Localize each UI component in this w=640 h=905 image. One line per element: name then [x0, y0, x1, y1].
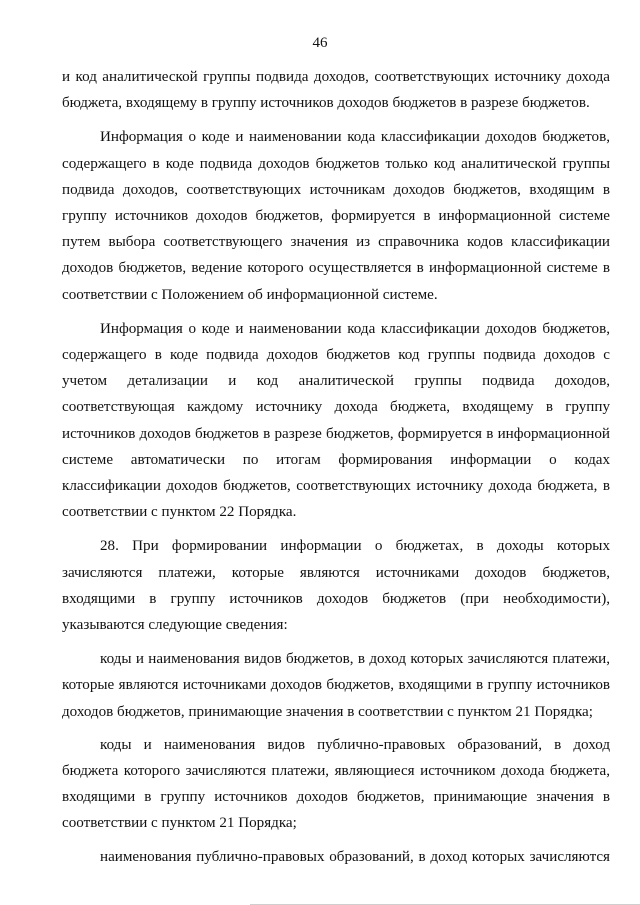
paragraph-classification-analytic-group: Информация о коде и наименовании кода классификации доходов бюджетов, содержащего в коде подвида доходов бюджетов только код аналитической группы подвида доходов, соответствующих источникам доходов бюджетов, входящим в группу источников доходов бюджетов, формируется в информационной системе путем выбора соответствующего значения из справочника кодов классификации доходов бюджетов, ведение которого осуществляется в информационной системе в соответствии с Положением об информационной системе. — [62, 129, 610, 303]
paragraph-classification-subgroup-detail: Информация о коде и наименовании кода классификации доходов бюджетов, содержащего в коде подвида доходов бюджетов код группы подвида доходов с учетом детализации и код аналитической группы подвида доходов, соответствующая каждому источнику дохода бюджета, входящему в группу источников доходов бюджетов в разрезе бюджетов, формируется в информационной системе автоматически по итогам формирования информации о кодах классификации доходов бюджетов, соответствующих источнику дохода бюджета, в соответствии с пунктом 22 Порядка. — [62, 320, 610, 521]
paragraph-budget-types: коды и наименования видов бюджетов, в доход которых зачисляются платежи, которые являются источниками доходов бюджетов, входящими в группу источников доходов бюджетов, принимающие значения в соответствии с пунктом 21 Порядка; — [62, 651, 610, 720]
paragraph-public-entity-names: наименования публично-правовых образований, в доход которых зачисляются — [100, 848, 610, 865]
paragraph-item-28: 28. При формировании информации о бюджетах, в доходы которых зачисляются платежи, которые являются источниками доходов бюджетов, входящими в группу источников доходов бюджетов (при необходимости), указываются следующие сведения: — [62, 538, 610, 634]
paragraph-public-entity-types: коды и наименования видов публично-правовых образований, в доход бюджета которого зачисляются платежи, являющиеся источником дохода бюджета, входящими в группу источников доходов бюджетов, принимающие значения в соответствии с пунктом 21 Порядка; — [62, 736, 610, 832]
page-number: 46 — [312, 35, 328, 51]
paragraph-continuation: и код аналитической группы подвида доходов, соответствующих источнику дохода бюджета, входящему в группу источников доходов бюджетов в разрезе бюджетов. — [62, 69, 610, 112]
document-body — [62, 64, 610, 870]
